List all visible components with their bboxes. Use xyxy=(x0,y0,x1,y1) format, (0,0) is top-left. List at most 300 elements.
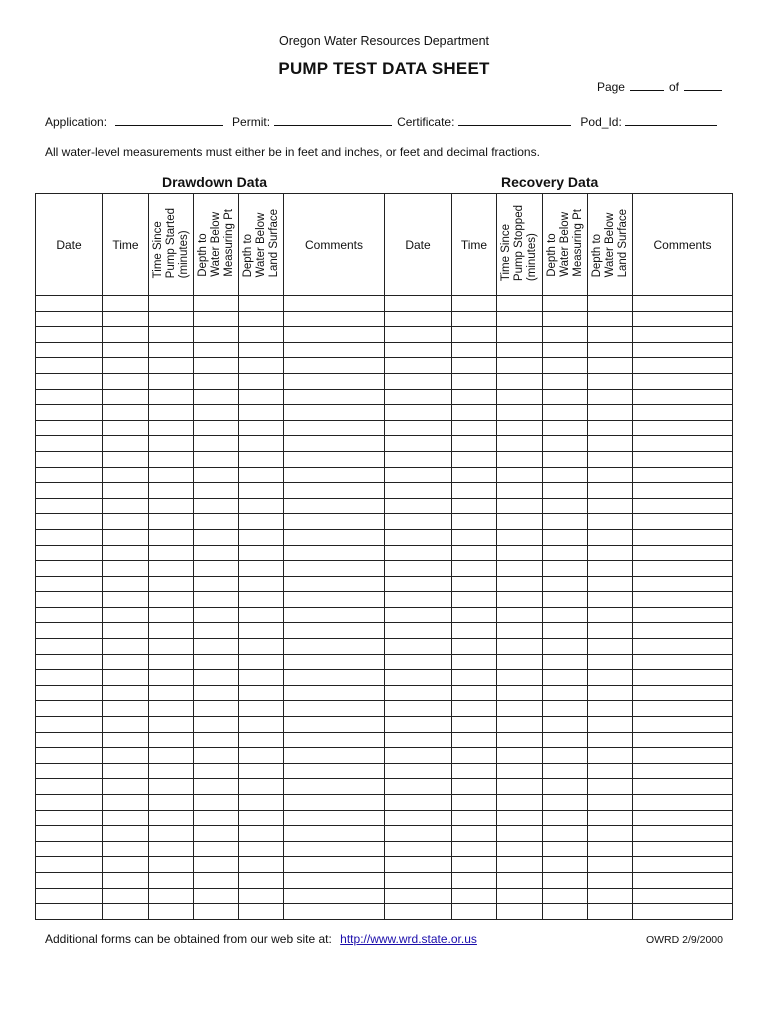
table-cell[interactable] xyxy=(497,483,543,499)
table-cell[interactable] xyxy=(194,685,239,701)
table-cell[interactable] xyxy=(149,748,194,764)
table-cell[interactable] xyxy=(36,779,103,795)
table-cell[interactable] xyxy=(588,405,633,421)
table-cell[interactable] xyxy=(284,358,385,374)
table-cell[interactable] xyxy=(194,607,239,623)
table-cell[interactable] xyxy=(633,358,733,374)
table-cell[interactable] xyxy=(385,795,452,811)
table-cell[interactable] xyxy=(543,436,588,452)
table-cell[interactable] xyxy=(588,607,633,623)
table-cell[interactable] xyxy=(633,685,733,701)
table-cell[interactable] xyxy=(103,483,149,499)
table-cell[interactable] xyxy=(452,358,497,374)
table-cell[interactable] xyxy=(633,296,733,312)
table-cell[interactable] xyxy=(385,717,452,733)
table-cell[interactable] xyxy=(284,514,385,530)
table-cell[interactable] xyxy=(385,467,452,483)
table-cell[interactable] xyxy=(633,857,733,873)
table-cell[interactable] xyxy=(149,561,194,577)
table-cell[interactable] xyxy=(452,685,497,701)
table-cell[interactable] xyxy=(543,748,588,764)
pod-id-blank[interactable] xyxy=(625,114,717,126)
table-cell[interactable] xyxy=(452,483,497,499)
table-cell[interactable] xyxy=(497,296,543,312)
table-cell[interactable] xyxy=(149,795,194,811)
table-cell[interactable] xyxy=(633,841,733,857)
table-cell[interactable] xyxy=(103,639,149,655)
table-cell[interactable] xyxy=(633,327,733,343)
table-cell[interactable] xyxy=(103,701,149,717)
table-cell[interactable] xyxy=(588,373,633,389)
table-cell[interactable] xyxy=(543,826,588,842)
table-cell[interactable] xyxy=(543,389,588,405)
table-cell[interactable] xyxy=(239,701,284,717)
table-cell[interactable] xyxy=(239,670,284,686)
table-cell[interactable] xyxy=(385,857,452,873)
table-cell[interactable] xyxy=(103,467,149,483)
table-cell[interactable] xyxy=(239,327,284,343)
table-cell[interactable] xyxy=(194,748,239,764)
table-cell[interactable] xyxy=(588,545,633,561)
table-cell[interactable] xyxy=(385,576,452,592)
table-cell[interactable] xyxy=(149,451,194,467)
table-cell[interactable] xyxy=(543,639,588,655)
table-cell[interactable] xyxy=(149,296,194,312)
table-cell[interactable] xyxy=(497,592,543,608)
table-cell[interactable] xyxy=(543,670,588,686)
table-cell[interactable] xyxy=(452,670,497,686)
table-cell[interactable] xyxy=(284,670,385,686)
table-cell[interactable] xyxy=(103,748,149,764)
table-cell[interactable] xyxy=(284,810,385,826)
table-cell[interactable] xyxy=(239,592,284,608)
table-cell[interactable] xyxy=(36,732,103,748)
table-cell[interactable] xyxy=(239,358,284,374)
table-cell[interactable] xyxy=(497,701,543,717)
table-cell[interactable] xyxy=(239,467,284,483)
table-cell[interactable] xyxy=(385,826,452,842)
table-cell[interactable] xyxy=(103,826,149,842)
table-cell[interactable] xyxy=(149,592,194,608)
table-cell[interactable] xyxy=(452,420,497,436)
table-cell[interactable] xyxy=(588,342,633,358)
table-cell[interactable] xyxy=(284,576,385,592)
table-cell[interactable] xyxy=(385,342,452,358)
table-cell[interactable] xyxy=(497,732,543,748)
table-cell[interactable] xyxy=(385,670,452,686)
table-cell[interactable] xyxy=(497,872,543,888)
table-cell[interactable] xyxy=(385,701,452,717)
table-cell[interactable] xyxy=(239,342,284,358)
table-cell[interactable] xyxy=(385,405,452,421)
table-cell[interactable] xyxy=(452,389,497,405)
table-cell[interactable] xyxy=(543,358,588,374)
table-cell[interactable] xyxy=(239,857,284,873)
table-cell[interactable] xyxy=(239,561,284,577)
table-cell[interactable] xyxy=(452,763,497,779)
table-cell[interactable] xyxy=(149,826,194,842)
table-cell[interactable] xyxy=(149,358,194,374)
table-cell[interactable] xyxy=(385,779,452,795)
table-cell[interactable] xyxy=(36,358,103,374)
table-cell[interactable] xyxy=(239,623,284,639)
table-cell[interactable] xyxy=(194,592,239,608)
table-cell[interactable] xyxy=(36,841,103,857)
table-cell[interactable] xyxy=(284,732,385,748)
table-cell[interactable] xyxy=(239,389,284,405)
table-cell[interactable] xyxy=(497,717,543,733)
table-cell[interactable] xyxy=(385,529,452,545)
table-cell[interactable] xyxy=(103,514,149,530)
table-cell[interactable] xyxy=(194,311,239,327)
table-cell[interactable] xyxy=(36,405,103,421)
table-cell[interactable] xyxy=(194,498,239,514)
table-cell[interactable] xyxy=(194,405,239,421)
table-cell[interactable] xyxy=(633,483,733,499)
table-cell[interactable] xyxy=(497,529,543,545)
table-cell[interactable] xyxy=(633,717,733,733)
table-cell[interactable] xyxy=(497,451,543,467)
table-cell[interactable] xyxy=(588,467,633,483)
table-cell[interactable] xyxy=(543,327,588,343)
table-cell[interactable] xyxy=(452,529,497,545)
table-cell[interactable] xyxy=(385,639,452,655)
table-cell[interactable] xyxy=(284,888,385,904)
table-cell[interactable] xyxy=(284,654,385,670)
table-cell[interactable] xyxy=(452,732,497,748)
table-cell[interactable] xyxy=(633,373,733,389)
table-cell[interactable] xyxy=(149,405,194,421)
table-cell[interactable] xyxy=(633,748,733,764)
table-cell[interactable] xyxy=(194,467,239,483)
table-cell[interactable] xyxy=(149,483,194,499)
table-cell[interactable] xyxy=(239,639,284,655)
table-cell[interactable] xyxy=(452,857,497,873)
table-cell[interactable] xyxy=(497,561,543,577)
table-cell[interactable] xyxy=(284,748,385,764)
table-cell[interactable] xyxy=(452,904,497,920)
table-cell[interactable] xyxy=(497,405,543,421)
page-total-blank[interactable] xyxy=(684,79,722,91)
table-cell[interactable] xyxy=(543,623,588,639)
table-cell[interactable] xyxy=(36,296,103,312)
table-cell[interactable] xyxy=(588,654,633,670)
table-cell[interactable] xyxy=(452,592,497,608)
table-cell[interactable] xyxy=(239,498,284,514)
table-cell[interactable] xyxy=(284,779,385,795)
table-cell[interactable] xyxy=(543,498,588,514)
table-cell[interactable] xyxy=(194,888,239,904)
table-cell[interactable] xyxy=(103,607,149,623)
table-cell[interactable] xyxy=(149,373,194,389)
table-cell[interactable] xyxy=(452,654,497,670)
application-blank[interactable] xyxy=(115,114,223,126)
table-cell[interactable] xyxy=(497,311,543,327)
table-cell[interactable] xyxy=(385,483,452,499)
table-cell[interactable] xyxy=(543,857,588,873)
table-cell[interactable] xyxy=(284,467,385,483)
table-cell[interactable] xyxy=(543,483,588,499)
table-cell[interactable] xyxy=(36,763,103,779)
table-cell[interactable] xyxy=(588,810,633,826)
table-cell[interactable] xyxy=(103,857,149,873)
table-cell[interactable] xyxy=(588,576,633,592)
table-cell[interactable] xyxy=(36,342,103,358)
table-cell[interactable] xyxy=(149,779,194,795)
table-cell[interactable] xyxy=(543,654,588,670)
table-cell[interactable] xyxy=(543,795,588,811)
table-cell[interactable] xyxy=(497,841,543,857)
table-cell[interactable] xyxy=(103,373,149,389)
table-cell[interactable] xyxy=(36,607,103,623)
table-cell[interactable] xyxy=(36,717,103,733)
table-cell[interactable] xyxy=(284,311,385,327)
table-cell[interactable] xyxy=(36,810,103,826)
table-cell[interactable] xyxy=(588,514,633,530)
table-cell[interactable] xyxy=(103,342,149,358)
table-cell[interactable] xyxy=(149,514,194,530)
table-cell[interactable] xyxy=(149,436,194,452)
table-cell[interactable] xyxy=(452,498,497,514)
table-cell[interactable] xyxy=(194,483,239,499)
table-cell[interactable] xyxy=(588,358,633,374)
table-cell[interactable] xyxy=(103,311,149,327)
table-cell[interactable] xyxy=(497,327,543,343)
table-cell[interactable] xyxy=(149,498,194,514)
table-cell[interactable] xyxy=(633,810,733,826)
table-cell[interactable] xyxy=(452,748,497,764)
table-cell[interactable] xyxy=(633,545,733,561)
table-cell[interactable] xyxy=(497,654,543,670)
table-cell[interactable] xyxy=(149,342,194,358)
table-cell[interactable] xyxy=(194,779,239,795)
table-cell[interactable] xyxy=(103,296,149,312)
table-cell[interactable] xyxy=(36,327,103,343)
table-cell[interactable] xyxy=(239,795,284,811)
table-cell[interactable] xyxy=(588,763,633,779)
table-cell[interactable] xyxy=(452,405,497,421)
table-cell[interactable] xyxy=(385,607,452,623)
table-cell[interactable] xyxy=(543,296,588,312)
table-cell[interactable] xyxy=(385,545,452,561)
table-cell[interactable] xyxy=(588,529,633,545)
table-cell[interactable] xyxy=(194,389,239,405)
table-cell[interactable] xyxy=(149,623,194,639)
table-cell[interactable] xyxy=(284,327,385,343)
table-cell[interactable] xyxy=(194,670,239,686)
table-cell[interactable] xyxy=(103,436,149,452)
table-cell[interactable] xyxy=(36,514,103,530)
table-cell[interactable] xyxy=(194,545,239,561)
table-cell[interactable] xyxy=(385,841,452,857)
table-cell[interactable] xyxy=(633,607,733,623)
table-cell[interactable] xyxy=(284,498,385,514)
table-cell[interactable] xyxy=(239,296,284,312)
table-cell[interactable] xyxy=(588,311,633,327)
table-cell[interactable] xyxy=(497,748,543,764)
table-cell[interactable] xyxy=(103,498,149,514)
table-cell[interactable] xyxy=(149,685,194,701)
table-cell[interactable] xyxy=(284,763,385,779)
table-cell[interactable] xyxy=(284,904,385,920)
table-cell[interactable] xyxy=(149,639,194,655)
table-cell[interactable] xyxy=(452,841,497,857)
table-cell[interactable] xyxy=(385,763,452,779)
certificate-blank[interactable] xyxy=(458,114,571,126)
table-cell[interactable] xyxy=(149,717,194,733)
table-cell[interactable] xyxy=(588,389,633,405)
table-cell[interactable] xyxy=(543,872,588,888)
table-cell[interactable] xyxy=(633,654,733,670)
table-cell[interactable] xyxy=(239,779,284,795)
table-cell[interactable] xyxy=(588,592,633,608)
table-cell[interactable] xyxy=(385,358,452,374)
table-cell[interactable] xyxy=(385,872,452,888)
table-cell[interactable] xyxy=(149,888,194,904)
table-cell[interactable] xyxy=(385,685,452,701)
table-cell[interactable] xyxy=(588,639,633,655)
table-cell[interactable] xyxy=(588,670,633,686)
table-cell[interactable] xyxy=(497,607,543,623)
table-cell[interactable] xyxy=(543,717,588,733)
table-cell[interactable] xyxy=(194,623,239,639)
table-cell[interactable] xyxy=(633,342,733,358)
table-cell[interactable] xyxy=(588,498,633,514)
table-cell[interactable] xyxy=(497,670,543,686)
table-cell[interactable] xyxy=(385,654,452,670)
table-cell[interactable] xyxy=(385,296,452,312)
table-cell[interactable] xyxy=(149,857,194,873)
table-cell[interactable] xyxy=(194,857,239,873)
table-cell[interactable] xyxy=(543,732,588,748)
table-cell[interactable] xyxy=(239,872,284,888)
table-cell[interactable] xyxy=(588,296,633,312)
table-cell[interactable] xyxy=(452,576,497,592)
table-cell[interactable] xyxy=(543,685,588,701)
table-cell[interactable] xyxy=(543,342,588,358)
table-cell[interactable] xyxy=(284,717,385,733)
table-cell[interactable] xyxy=(284,701,385,717)
table-cell[interactable] xyxy=(36,685,103,701)
table-cell[interactable] xyxy=(239,311,284,327)
table-cell[interactable] xyxy=(633,592,733,608)
table-cell[interactable] xyxy=(497,904,543,920)
table-cell[interactable] xyxy=(149,311,194,327)
table-cell[interactable] xyxy=(36,857,103,873)
table-cell[interactable] xyxy=(543,888,588,904)
table-cell[interactable] xyxy=(633,467,733,483)
table-cell[interactable] xyxy=(36,795,103,811)
table-cell[interactable] xyxy=(239,654,284,670)
table-cell[interactable] xyxy=(284,529,385,545)
table-cell[interactable] xyxy=(543,561,588,577)
table-cell[interactable] xyxy=(284,857,385,873)
table-cell[interactable] xyxy=(239,529,284,545)
table-cell[interactable] xyxy=(543,592,588,608)
table-cell[interactable] xyxy=(633,576,733,592)
table-cell[interactable] xyxy=(36,561,103,577)
table-cell[interactable] xyxy=(284,872,385,888)
table-cell[interactable] xyxy=(543,405,588,421)
table-cell[interactable] xyxy=(284,296,385,312)
table-cell[interactable] xyxy=(36,872,103,888)
table-cell[interactable] xyxy=(194,327,239,343)
table-cell[interactable] xyxy=(36,670,103,686)
table-cell[interactable] xyxy=(103,779,149,795)
table-cell[interactable] xyxy=(149,732,194,748)
table-cell[interactable] xyxy=(194,841,239,857)
table-cell[interactable] xyxy=(103,592,149,608)
table-cell[interactable] xyxy=(633,420,733,436)
table-cell[interactable] xyxy=(284,623,385,639)
table-cell[interactable] xyxy=(239,545,284,561)
table-cell[interactable] xyxy=(588,732,633,748)
table-cell[interactable] xyxy=(452,872,497,888)
table-cell[interactable] xyxy=(633,888,733,904)
table-cell[interactable] xyxy=(194,576,239,592)
table-cell[interactable] xyxy=(36,436,103,452)
table-cell[interactable] xyxy=(452,373,497,389)
table-cell[interactable] xyxy=(588,436,633,452)
table-cell[interactable] xyxy=(194,373,239,389)
table-cell[interactable] xyxy=(452,717,497,733)
table-cell[interactable] xyxy=(385,389,452,405)
table-cell[interactable] xyxy=(452,639,497,655)
table-cell[interactable] xyxy=(452,327,497,343)
table-cell[interactable] xyxy=(103,732,149,748)
table-cell[interactable] xyxy=(497,685,543,701)
table-cell[interactable] xyxy=(284,826,385,842)
table-cell[interactable] xyxy=(103,904,149,920)
table-cell[interactable] xyxy=(103,841,149,857)
table-cell[interactable] xyxy=(36,529,103,545)
table-cell[interactable] xyxy=(633,561,733,577)
table-cell[interactable] xyxy=(284,841,385,857)
table-cell[interactable] xyxy=(452,607,497,623)
table-cell[interactable] xyxy=(543,763,588,779)
table-cell[interactable] xyxy=(36,576,103,592)
table-cell[interactable] xyxy=(588,451,633,467)
table-cell[interactable] xyxy=(633,872,733,888)
table-cell[interactable] xyxy=(194,904,239,920)
table-cell[interactable] xyxy=(633,701,733,717)
table-cell[interactable] xyxy=(36,311,103,327)
table-cell[interactable] xyxy=(633,763,733,779)
table-cell[interactable] xyxy=(36,467,103,483)
table-cell[interactable] xyxy=(239,405,284,421)
table-cell[interactable] xyxy=(588,327,633,343)
table-cell[interactable] xyxy=(588,795,633,811)
table-cell[interactable] xyxy=(385,623,452,639)
table-cell[interactable] xyxy=(194,717,239,733)
table-cell[interactable] xyxy=(452,467,497,483)
table-cell[interactable] xyxy=(36,904,103,920)
table-cell[interactable] xyxy=(284,451,385,467)
table-cell[interactable] xyxy=(588,483,633,499)
table-cell[interactable] xyxy=(103,420,149,436)
table-cell[interactable] xyxy=(633,623,733,639)
table-cell[interactable] xyxy=(149,529,194,545)
table-cell[interactable] xyxy=(194,795,239,811)
table-cell[interactable] xyxy=(239,373,284,389)
table-cell[interactable] xyxy=(194,420,239,436)
table-cell[interactable] xyxy=(385,420,452,436)
table-cell[interactable] xyxy=(452,779,497,795)
table-cell[interactable] xyxy=(239,826,284,842)
page-blank[interactable] xyxy=(630,79,664,91)
table-cell[interactable] xyxy=(452,888,497,904)
table-cell[interactable] xyxy=(284,342,385,358)
